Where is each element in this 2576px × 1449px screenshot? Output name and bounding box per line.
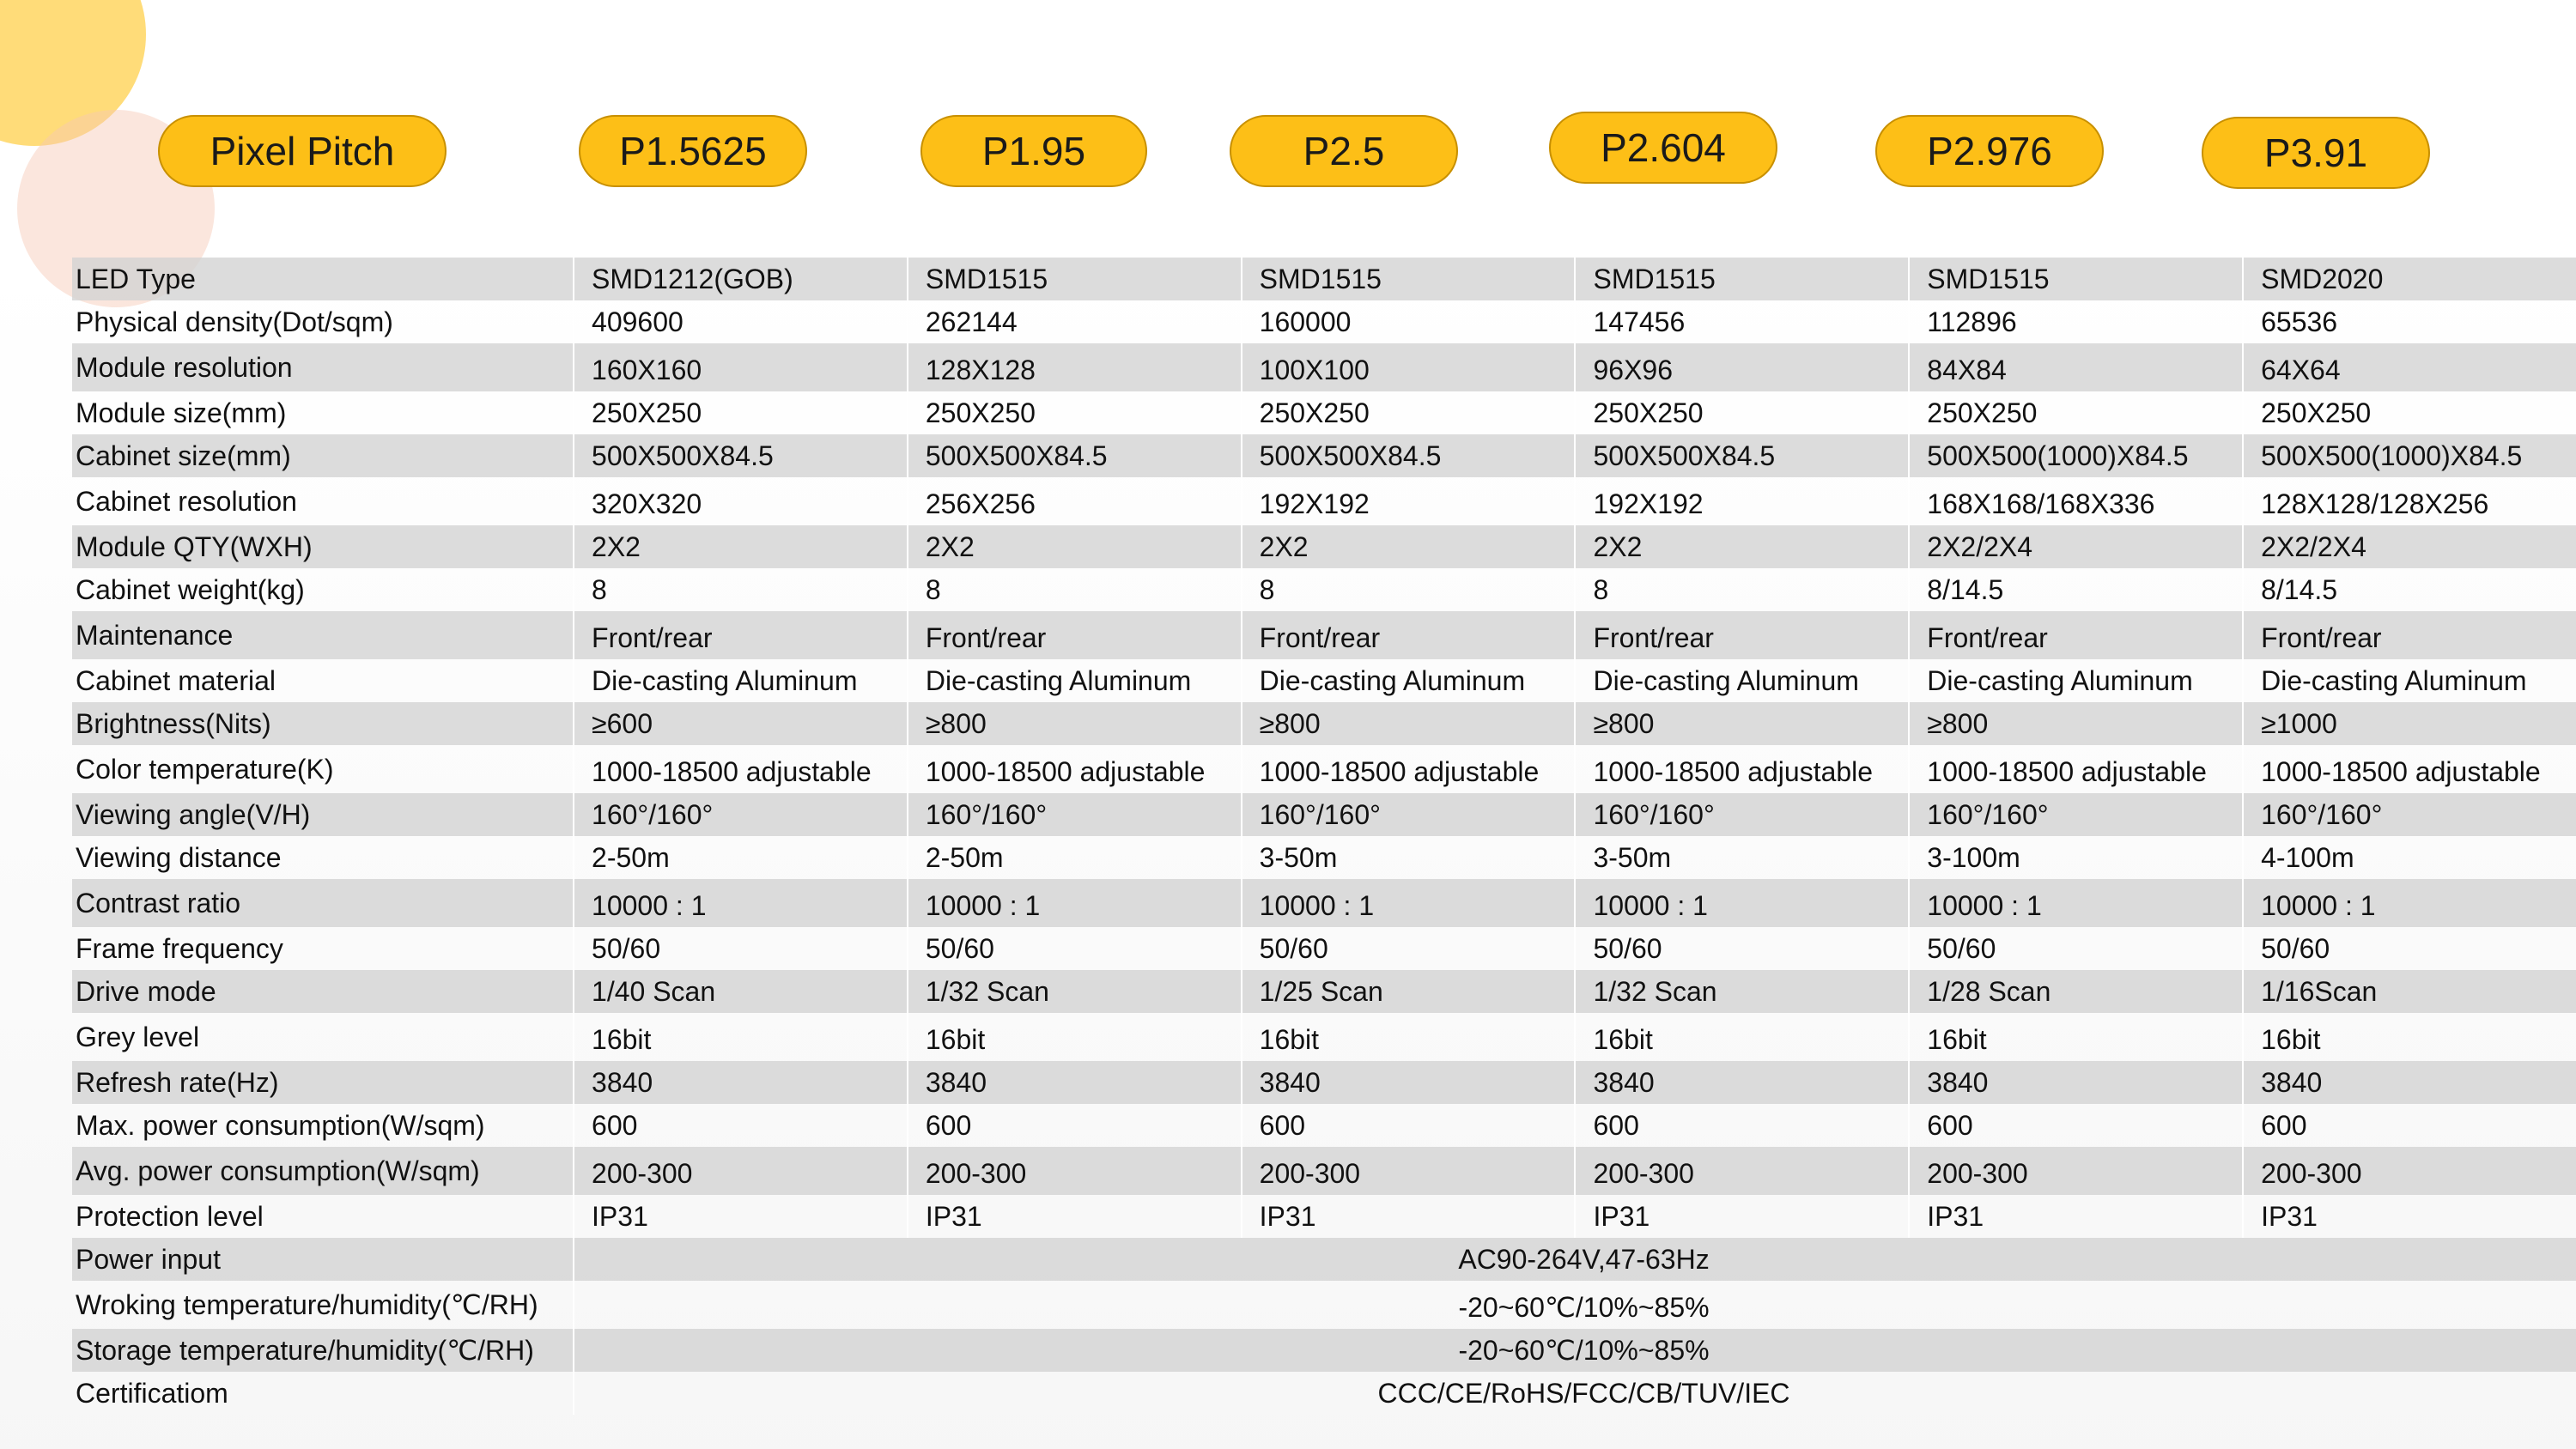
row-value: 168X168/168X336 [1909, 477, 2243, 525]
table-row [72, 343, 2576, 391]
row-label: Drive mode [72, 970, 574, 1013]
row-value: 600 [1242, 1104, 1576, 1147]
row-value: SMD1515 [1575, 258, 1909, 300]
row-value: Die-casting Aluminum [1575, 659, 1909, 702]
row-value: SMD1515 [908, 258, 1242, 300]
row-value: IP31 [908, 1195, 1242, 1238]
row-value: 409600 [574, 300, 908, 343]
row-value: 500X500(1000)X84.5 [2243, 434, 2576, 477]
row-value: 3840 [1575, 1061, 1909, 1104]
row-value: 3840 [1242, 1061, 1576, 1104]
row-value: 200-300 [1242, 1147, 1576, 1195]
row-value: 160°/160° [1575, 793, 1909, 836]
row-value: 600 [1575, 1104, 1909, 1147]
row-label: Frame frequency [76, 933, 283, 964]
row-value: 160000 [1242, 300, 1576, 343]
row-value: 2-50m [574, 836, 908, 879]
row-value: 16bit [2243, 1013, 2576, 1061]
row-value: 2X2 [574, 525, 908, 568]
row-value: 147456 [1575, 300, 1909, 343]
row-value: ≥1000 [2243, 702, 2576, 745]
row-value: Front/rear [1242, 611, 1576, 659]
row-label: Color temperature(K) [76, 754, 334, 785]
row-value: AC90-264V,47-63Hz [574, 1238, 2576, 1281]
row-value: 600 [574, 1104, 908, 1147]
row-label: Max. power consumption(W/sqm) [76, 1110, 485, 1141]
row-value: 50/60 [574, 927, 908, 970]
row-label: Power input [72, 1238, 574, 1281]
table-row [72, 391, 2576, 434]
row-value: 250X250 [1242, 391, 1576, 434]
row-value: 3-100m [1909, 836, 2243, 879]
row-value: 1000-18500 adjustable [2243, 745, 2576, 793]
row-value: 8/14.5 [2243, 568, 2576, 611]
table-row [72, 1195, 2576, 1238]
row-value: 192X192 [1575, 477, 1909, 525]
pill-p1-5625: P1.5625 [579, 115, 807, 187]
row-value: 3840 [1909, 1061, 2243, 1104]
row-value: 160°/160° [1242, 793, 1576, 836]
spec-table [72, 258, 2576, 1415]
table-row [72, 1238, 2576, 1281]
row-value: Die-casting Aluminum [1909, 659, 2243, 702]
row-value: IP31 [2243, 1195, 2576, 1238]
row-label: Viewing distance [76, 842, 282, 873]
row-value: 1000-18500 adjustable [908, 745, 1242, 793]
row-label: Brightness(Nits) [72, 702, 574, 745]
row-label: Wroking temperature/humidity(℃/RH) [76, 1289, 538, 1320]
row-value: ≥800 [1909, 702, 2243, 745]
row-value: 50/60 [2243, 927, 2576, 970]
row-label: Grey level [76, 1022, 200, 1052]
row-label: Cabinet weight(kg) [76, 574, 305, 605]
row-value: Die-casting Aluminum [574, 659, 908, 702]
row-value: Front/rear [908, 611, 1242, 659]
row-value: 160°/160° [574, 793, 908, 836]
table-row [72, 477, 2576, 525]
row-value: 320X320 [574, 477, 908, 525]
row-value: IP31 [1242, 1195, 1576, 1238]
row-value: 1/28 Scan [1909, 970, 2243, 1013]
row-label: Module size(mm) [76, 397, 287, 428]
row-value: 2-50m [908, 836, 1242, 879]
row-value: 112896 [1909, 300, 2243, 343]
row-value: 96X96 [1575, 343, 1909, 391]
row-label: Storage temperature/humidity(℃/RH) [72, 1329, 574, 1372]
table-row [72, 1013, 2576, 1061]
row-value: Die-casting Aluminum [1242, 659, 1576, 702]
row-value: 200-300 [908, 1147, 1242, 1195]
row-value: SMD1515 [1909, 258, 2243, 300]
row-value: 256X256 [908, 477, 1242, 525]
row-value: 160°/160° [908, 793, 1242, 836]
row-value: 250X250 [574, 391, 908, 434]
row-value: 200-300 [1909, 1147, 2243, 1195]
row-value: Die-casting Aluminum [908, 659, 1242, 702]
pill-p2-604: P2.604 [1549, 112, 1777, 184]
row-value: 160°/160° [2243, 793, 2576, 836]
row-value: SMD1212(GOB) [574, 258, 908, 300]
row-value: 160°/160° [1909, 793, 2243, 836]
row-value: 10000 : 1 [1242, 879, 1576, 927]
table-row [72, 525, 2576, 568]
row-value: -20~60℃/10%~85% [574, 1329, 2576, 1372]
row-label: Protection level [76, 1201, 264, 1232]
row-value: 100X100 [1242, 343, 1576, 391]
row-value: 2X2/2X4 [1909, 525, 2243, 568]
row-label: LED Type [72, 258, 574, 300]
row-value: 262144 [908, 300, 1242, 343]
row-label: Viewing angle(V/H) [72, 793, 574, 836]
row-value: 500X500(1000)X84.5 [1909, 434, 2243, 477]
table-row [72, 1372, 2576, 1415]
row-value: 200-300 [2243, 1147, 2576, 1195]
row-value: 50/60 [1909, 927, 2243, 970]
row-value: 16bit [574, 1013, 908, 1061]
row-label: Refresh rate(Hz) [72, 1061, 574, 1104]
row-value: 3-50m [1242, 836, 1576, 879]
row-value: ≥800 [908, 702, 1242, 745]
table-row [72, 1104, 2576, 1147]
row-value: 84X84 [1909, 343, 2243, 391]
table-row [72, 568, 2576, 611]
row-value: 200-300 [1575, 1147, 1909, 1195]
row-value: 16bit [1575, 1013, 1909, 1061]
row-value: ≥800 [1242, 702, 1576, 745]
row-value: 500X500X84.5 [1242, 434, 1576, 477]
row-label: Maintenance [72, 611, 574, 659]
row-value: 1/32 Scan [908, 970, 1242, 1013]
row-value: 600 [908, 1104, 1242, 1147]
row-value: 500X500X84.5 [574, 434, 908, 477]
row-value: 2X2 [1242, 525, 1576, 568]
table-row [72, 702, 2576, 745]
row-value: 16bit [908, 1013, 1242, 1061]
table-row [72, 793, 2576, 836]
row-value: 160X160 [574, 343, 908, 391]
row-value: 500X500X84.5 [1575, 434, 1909, 477]
row-value: 2X2 [908, 525, 1242, 568]
row-value: 10000 : 1 [908, 879, 1242, 927]
pill-p2-5: P2.5 [1230, 115, 1458, 187]
row-value: 3840 [2243, 1061, 2576, 1104]
row-value: SMD2020 [2243, 258, 2576, 300]
row-value: Front/rear [1575, 611, 1909, 659]
table-row [72, 659, 2576, 702]
row-value: Front/rear [1909, 611, 2243, 659]
row-value: 8 [1575, 568, 1909, 611]
row-value: IP31 [574, 1195, 908, 1238]
table-row [72, 1281, 2576, 1329]
row-value: CCC/CE/RoHS/FCC/CB/TUV/IEC [574, 1372, 2576, 1415]
table-row [72, 879, 2576, 927]
pill-pixel-pitch: Pixel Pitch [158, 115, 447, 187]
row-value: 8 [1242, 568, 1576, 611]
row-value: 1/16Scan [2243, 970, 2576, 1013]
table-row [72, 611, 2576, 659]
row-label: Contrast ratio [72, 879, 574, 927]
row-value: 250X250 [1575, 391, 1909, 434]
row-value: 65536 [2243, 300, 2576, 343]
row-value: IP31 [1909, 1195, 2243, 1238]
table-row [72, 434, 2576, 477]
row-value: Front/rear [574, 611, 908, 659]
table-row [72, 300, 2576, 343]
row-value: 1/32 Scan [1575, 970, 1909, 1013]
row-value: ≥600 [574, 702, 908, 745]
row-value: 50/60 [1242, 927, 1576, 970]
pill-p3-91: P3.91 [2202, 117, 2430, 189]
row-label: Module resolution [72, 343, 574, 391]
row-value: 128X128/128X256 [2243, 477, 2576, 525]
row-value: 192X192 [1242, 477, 1576, 525]
row-value: 128X128 [908, 343, 1242, 391]
row-value: 1000-18500 adjustable [1575, 745, 1909, 793]
row-label: Cabinet material [76, 665, 276, 696]
row-value: 16bit [1909, 1013, 2243, 1061]
row-label: Physical density(Dot/sqm) [76, 306, 393, 337]
row-value: SMD1515 [1242, 258, 1576, 300]
table-row [72, 927, 2576, 970]
pill-p1-95: P1.95 [920, 115, 1147, 187]
row-value: 1000-18500 adjustable [1242, 745, 1576, 793]
row-value: 64X64 [2243, 343, 2576, 391]
table-row [72, 836, 2576, 879]
row-label: Certificatiom [76, 1378, 228, 1409]
table-row [72, 258, 2576, 300]
row-value: 10000 : 1 [1575, 879, 1909, 927]
row-label: Module QTY(WXH) [72, 525, 574, 568]
row-value: 8/14.5 [1909, 568, 2243, 611]
row-label: Avg. power consumption(W/sqm) [72, 1147, 574, 1195]
row-value: 10000 : 1 [2243, 879, 2576, 927]
row-value: 1/40 Scan [574, 970, 908, 1013]
table-row [72, 1061, 2576, 1104]
row-value: Die-casting Aluminum [2243, 659, 2576, 702]
row-value: 1/25 Scan [1242, 970, 1576, 1013]
row-value: 3840 [908, 1061, 1242, 1104]
pill-p2-976: P2.976 [1875, 115, 2104, 187]
row-value: 50/60 [908, 927, 1242, 970]
row-label: Cabinet resolution [76, 486, 297, 517]
row-value: 16bit [1242, 1013, 1576, 1061]
row-value: IP31 [1575, 1195, 1909, 1238]
table-row [72, 745, 2576, 793]
row-value: 3840 [574, 1061, 908, 1104]
row-value: ≥800 [1575, 702, 1909, 745]
row-value: 1000-18500 adjustable [1909, 745, 2243, 793]
row-value: 600 [1909, 1104, 2243, 1147]
row-value: 4-100m [2243, 836, 2576, 879]
row-value: 500X500X84.5 [908, 434, 1242, 477]
row-value: 3-50m [1575, 836, 1909, 879]
row-value: 8 [574, 568, 908, 611]
row-value: 200-300 [574, 1147, 908, 1195]
row-value: 250X250 [1909, 391, 2243, 434]
table-row [72, 1147, 2576, 1195]
row-value: -20~60℃/10%~85% [574, 1281, 2576, 1329]
row-value: 2X2 [1575, 525, 1909, 568]
table-row [72, 1329, 2576, 1372]
row-value: 10000 : 1 [574, 879, 908, 927]
row-value: Front/rear [2243, 611, 2576, 659]
row-value: 1000-18500 adjustable [574, 745, 908, 793]
row-value: 8 [908, 568, 1242, 611]
row-value: 600 [2243, 1104, 2576, 1147]
row-value: 50/60 [1575, 927, 1909, 970]
row-value: 250X250 [908, 391, 1242, 434]
row-value: 10000 : 1 [1909, 879, 2243, 927]
row-value: 250X250 [2243, 391, 2576, 434]
row-label: Cabinet size(mm) [72, 434, 574, 477]
table-row [72, 970, 2576, 1013]
row-value: 2X2/2X4 [2243, 525, 2576, 568]
